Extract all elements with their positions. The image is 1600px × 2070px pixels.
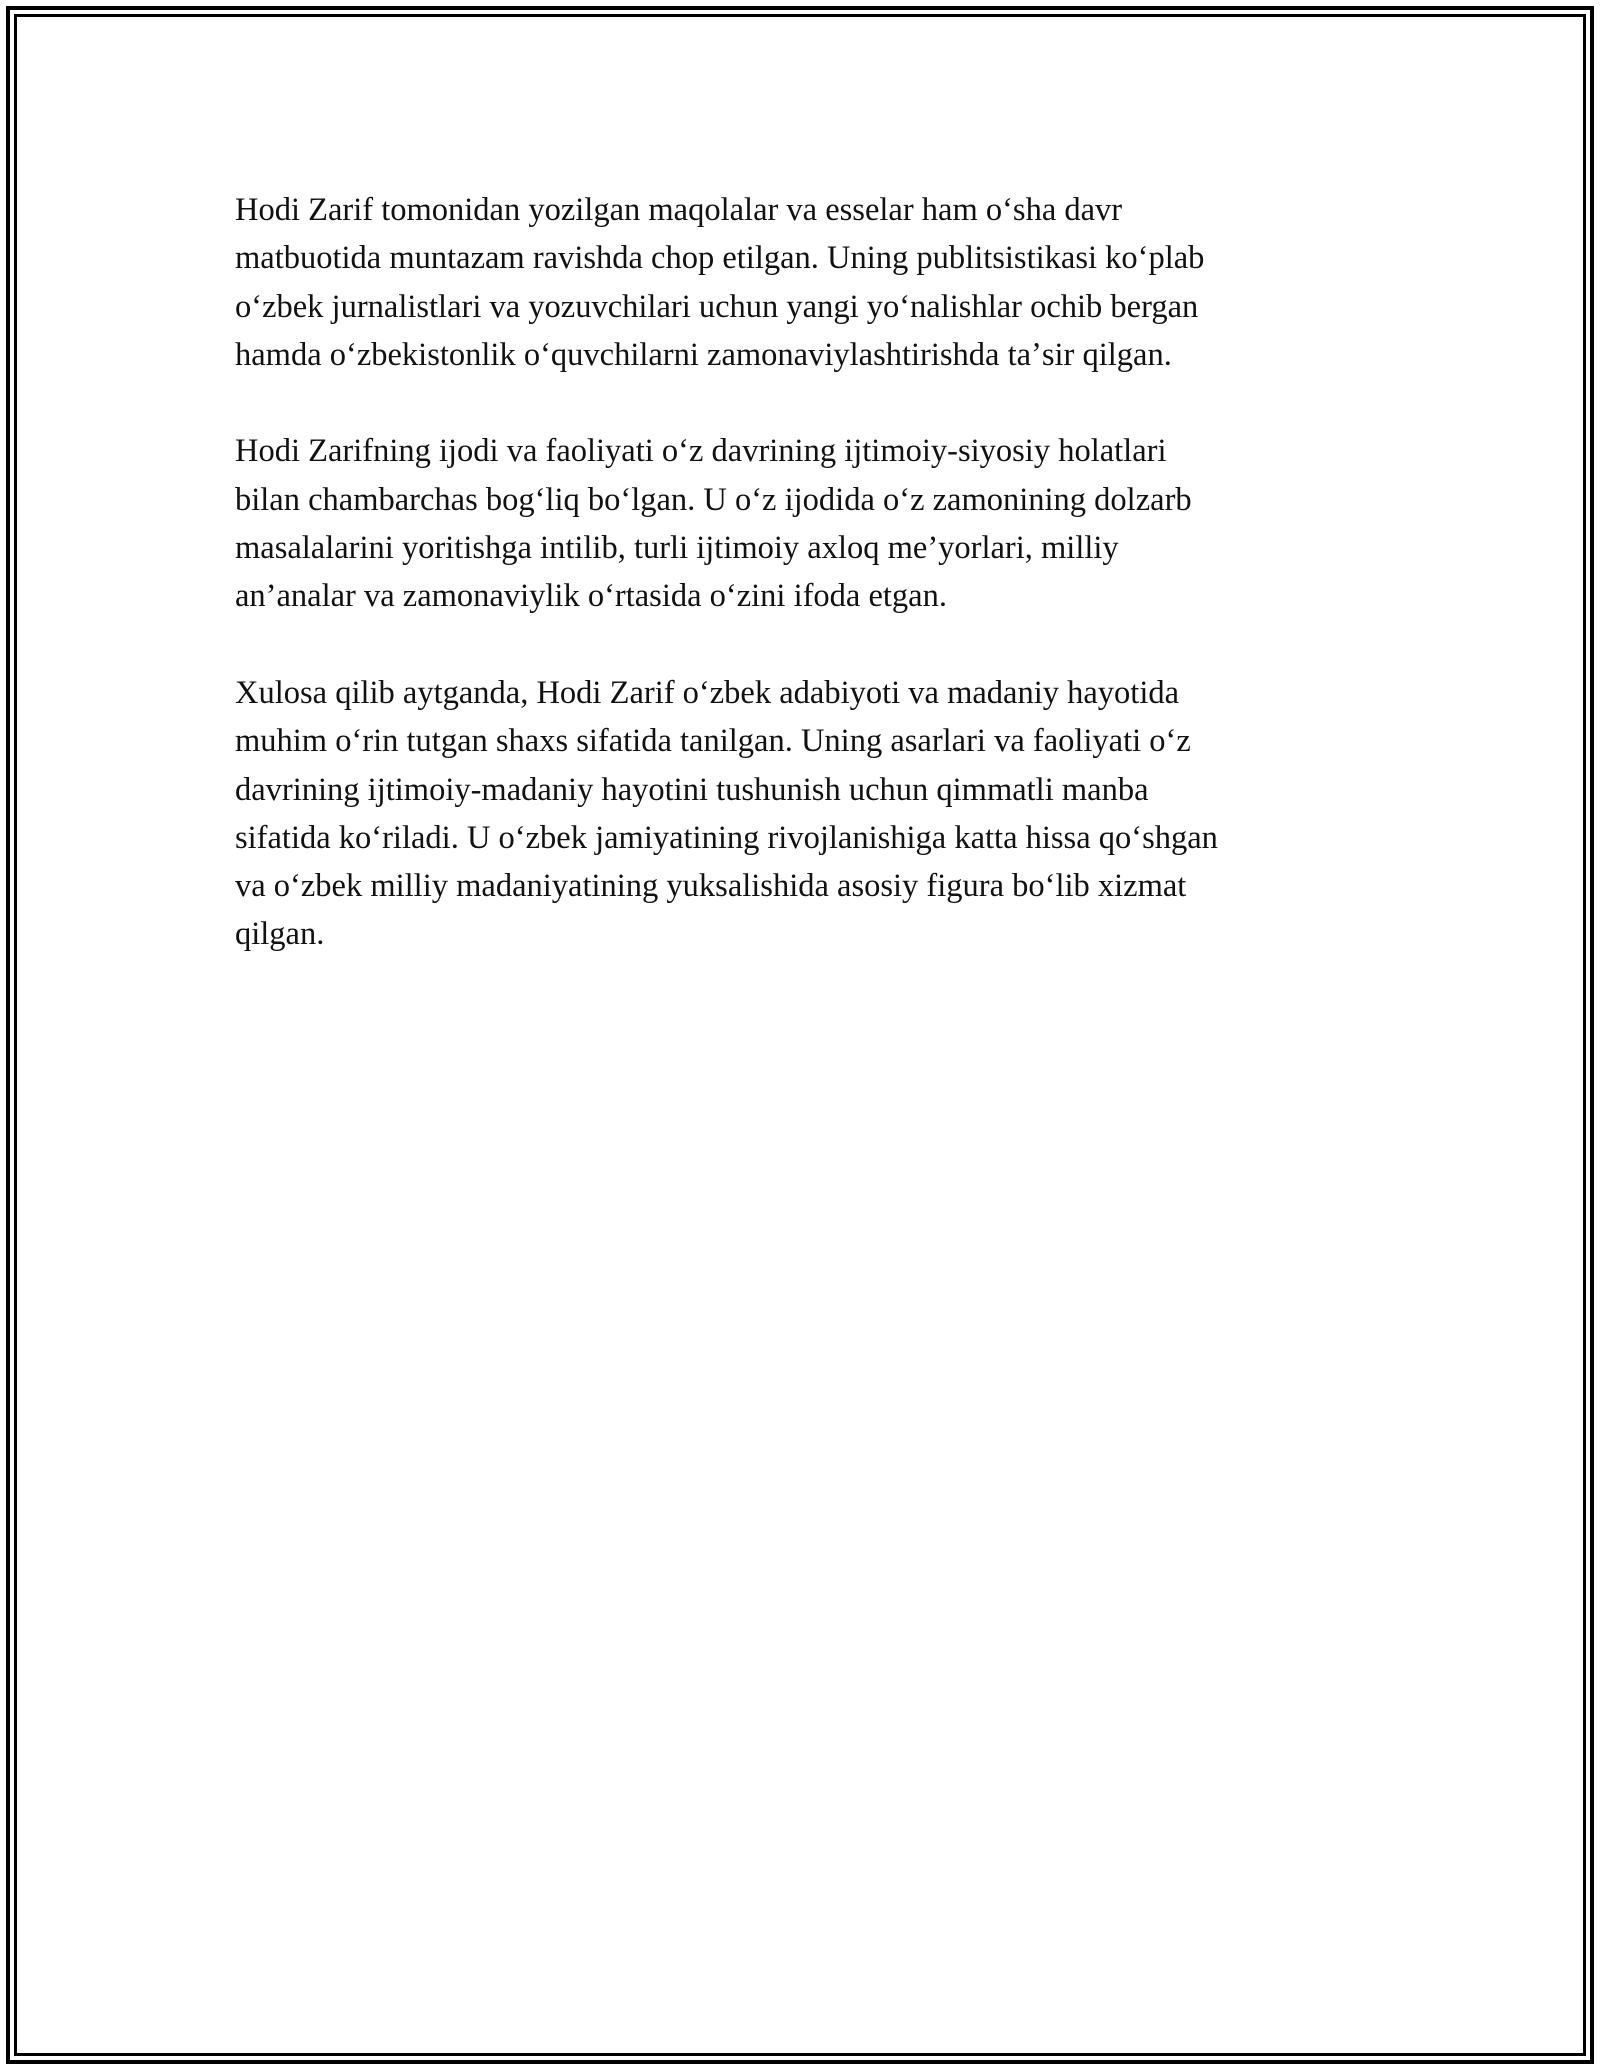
text-line: va oʻzbek milliy madaniyatining yuksalishida asosiy figura boʻlib xizmat: [235, 868, 1187, 905]
text-line: Xulosa qilib aytganda, Hodi Zarif oʻzbek adabiyoti va madaniy hayotida: [235, 674, 1180, 711]
text-line: hamda oʻzbekistonlik oʻquvchilarni zamonaviylashtirishda taʼsir qilgan.: [235, 336, 1172, 373]
text-line: muhim oʻrin tutgan shaxs sifatida tanilgan. Uning asarlari va faoliyati oʻz: [235, 723, 1191, 760]
text-line: masalalarini yoritishga intilib, turli ijtimoiy axloq me’yorlari, milliy: [235, 530, 1119, 567]
text-line: qilgan.: [235, 916, 325, 953]
paragraph-1: [235, 186, 1365, 379]
text-line: oʻzbek jurnalistlari va yozuvchilari uchun yangi yoʻnalishlar ochib bergan: [235, 288, 1199, 325]
text-line: Hodi Zarifning ijodi va faoliyati oʻz davrining ijtimoiy-siyosiy holatlari: [235, 433, 1167, 470]
text-line: Hodi Zarif tomonidan yozilgan maqolalar va esselar ham oʻsha davr: [235, 192, 1123, 228]
paragraph-3: [235, 669, 1365, 959]
text-line: an’analar va zamonaviylik oʻrtasida oʻzini ifoda etgan.: [235, 578, 947, 615]
paragraph-2: [235, 427, 1365, 620]
text-line: sifatida koʻriladi. U oʻzbek jamiyatining rivojlanishiga katta hissa qoʻshgan: [235, 819, 1218, 856]
text-line: bilan chambarchas bogʻliq boʻlgan. U oʻz ijodida oʻz zamonining dolzarb: [235, 481, 1192, 518]
text-line: matbuotida muntazam ravishda chop etilgan. Uning publitsistikasi koʻplab: [235, 240, 1205, 277]
text-line: davrining ijtimoiy-madaniy hayotini tushunish uchun qimmatli manba: [235, 771, 1149, 808]
document-body: [235, 186, 1365, 1007]
